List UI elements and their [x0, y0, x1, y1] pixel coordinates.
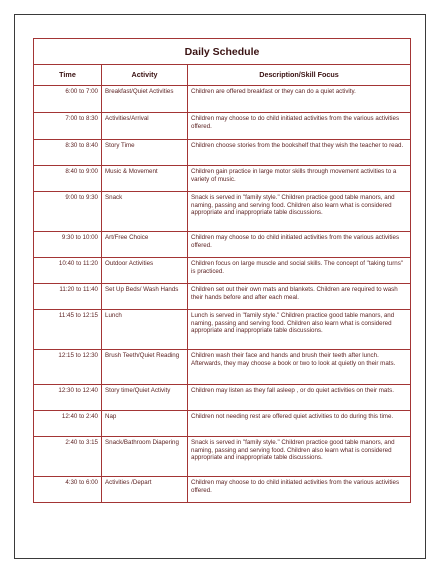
activity-cell: Breakfast/Quiet Activities — [102, 86, 188, 113]
activity-cell: Outdoor Activities — [102, 258, 188, 284]
header-row — [34, 65, 411, 86]
table-row — [34, 86, 411, 113]
description-cell: Lunch is served in "family style." Children practice good table manors, and naming, passing and serving food. Children also learn what is considered appropriate and inappropriate table discussions. — [188, 310, 411, 350]
time-cell: 12:30 to 12:40 — [34, 385, 102, 411]
description-cell: Children may choose to do child initiated activities from the various activities offered. — [188, 232, 411, 258]
table-row — [34, 232, 411, 258]
table-row — [34, 166, 411, 192]
time-cell: 8:30 to 8:40 — [34, 140, 102, 166]
table-row — [34, 258, 411, 284]
description-cell: Children set out their own mats and blankets. Children are required to wash their hands before and after each meal. — [188, 284, 411, 310]
time-cell: 8:40 to 9:00 — [34, 166, 102, 192]
time-cell: 12:15 to 12:30 — [34, 350, 102, 385]
time-cell: 11:45 to 12:15 — [34, 310, 102, 350]
header-activity: Activity — [102, 65, 188, 86]
table-row — [34, 477, 411, 503]
description-cell: Children focus on large muscle and social skills. The concept of "taking turns" is practiced. — [188, 258, 411, 284]
table-row — [34, 350, 411, 385]
description-cell: Children wash their face and hands and brush their teeth after lunch. Afterwards, they may choose a book or two to look at quietly on their mats. — [188, 350, 411, 385]
activity-cell: Set Up Beds/ Wash Hands — [102, 284, 188, 310]
time-cell: 11:20 to 11:40 — [34, 284, 102, 310]
page-title: Daily Schedule — [34, 39, 411, 65]
activity-cell: Activities/Arrival — [102, 113, 188, 140]
activity-cell: Snack — [102, 192, 188, 232]
table-row — [34, 385, 411, 411]
description-cell: Children may choose to do child initiated activities from the various activities offered. — [188, 113, 411, 140]
time-cell: 12:40 to 2:40 — [34, 411, 102, 437]
activity-cell: Lunch — [102, 310, 188, 350]
activity-cell: Story Time — [102, 140, 188, 166]
description-cell: Snack is served in "family style." Children practice good table manors, and naming, passing and serving food. Children also learn what is considered appropriate and inappropriate table discussions. — [188, 192, 411, 232]
header-description: Description/Skill Focus — [188, 65, 411, 86]
time-cell: 10:40 to 11:20 — [34, 258, 102, 284]
table-row — [34, 411, 411, 437]
table-row — [34, 284, 411, 310]
activity-cell: Nap — [102, 411, 188, 437]
time-cell: 2:40 to 3:15 — [34, 437, 102, 477]
activity-cell: Brush Teeth/Quiet Reading — [102, 350, 188, 385]
description-cell: Children gain practice in large motor skills through movement activities to a variety of music. — [188, 166, 411, 192]
activity-cell: Snack/Bathroom Diapering — [102, 437, 188, 477]
activity-cell: Music & Movement — [102, 166, 188, 192]
description-cell: Children choose stories from the bookshelf that they wish the teacher to read. — [188, 140, 411, 166]
time-cell: 9:00 to 9:30 — [34, 192, 102, 232]
description-cell: Children may listen as they fall asleep , or do quiet activities on their mats. — [188, 385, 411, 411]
table-row — [34, 437, 411, 477]
time-cell: 9:30 to 10:00 — [34, 232, 102, 258]
table-row — [34, 113, 411, 140]
time-cell: 7:00 to 8:30 — [34, 113, 102, 140]
schedule-table — [33, 38, 411, 503]
header-time: Time — [34, 65, 102, 86]
table-row — [34, 140, 411, 166]
activity-cell: Art/Free Choice — [102, 232, 188, 258]
description-cell: Children are offered breakfast or they can do a quiet activity. — [188, 86, 411, 113]
description-cell: Children may choose to do child initiated activities from the various activities offered. — [188, 477, 411, 503]
time-cell: 6:00 to 7:00 — [34, 86, 102, 113]
description-cell: Children not needing rest are offered quiet activities to do during this time. — [188, 411, 411, 437]
table-row — [34, 192, 411, 232]
activity-cell: Story time/Quiet Activity — [102, 385, 188, 411]
table-row — [34, 310, 411, 350]
time-cell: 4:30 to 6:00 — [34, 477, 102, 503]
activity-cell: Activities /Depart — [102, 477, 188, 503]
description-cell: Snack is served in "family style." Children practice good table manors, and naming, passing and serving food. Children also learn what is considered appropriate and inappropriate table discussions. — [188, 437, 411, 477]
